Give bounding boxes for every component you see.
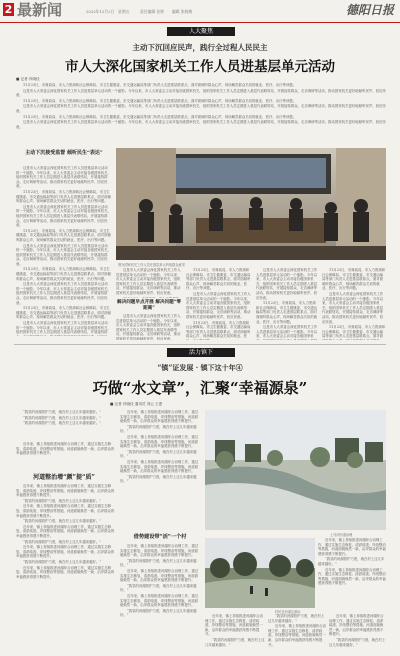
editor-credit: 责任编辑 张婷 (140, 9, 164, 14)
page-number-badge: 2 (4, 3, 13, 16)
section2-mid-col: 近年来，镇上持续推进河湖综合治理工作，通过实施生态修复、清淤疏浚、岸线整治等措施，河道面貌焕然一新，沿岸群众的幸福感获得感不断提升。 “我县的河湖管护力度，就在村上这几年越来越好。” 近年来，镇上持续推进河湖综合治理工作，通过实施生态修复、清淤疏浚、岸线整治等措施，河道面貌焕然一新，沿岸群众的幸福感获得感不断提升。 “我县的河湖管护力度，就在村上这几年越来越好。” 近年来，镇上持续推进河湖综合治理工作，通过实施生态修复、清淤疏浚、岸线整治等措施，河道面貌焕然一新，沿岸群众的幸福感获得感不断提升。 “我县的河湖管护力度，就在村上这几年越来越好。” (120, 410, 199, 484)
section2-left-col-b: 近年来，镇上持续推进河湖综合治理工作，通过实施生态修复、清淤疏浚、岸线整治等措施，河道面貌焕然一新，沿岸群众的幸福感获得感不断提升。 “我县的河湖管护力度，就在村上这几年越来越好。” 近年来，镇上持续推进河湖综合治理工作，通过实施生态修复、清淤疏浚、岸线整治等措施，河道面貌焕然一新，沿岸群众的幸福感获得感不断提升。 “我县的河湖管护力度，就在村上这几年越来越好。” 近年来，镇上持续推进河湖综合治理工作，通过实施生态修复、清淤疏浚、岸线整治等措施，河道面貌焕然一新，沿岸群众的幸福感获得感不断提升。 “我县的河湖管护力度，就在村上这几年越来越好。” 近年来，镇上持续推进河湖综合治理工作，通过实施生态修复、清淤疏浚、岸线整治等措施，河道面貌焕然一新，沿岸群众的幸福感获得感不断提升。 “我县的河湖管护力度，就在村上这几年越来越好。” 近年来，镇上持续推进河湖综合治理工作，通过实施生态修复、清淤疏浚、岸线整治等措施，河道面貌焕然一新，沿岸群众的幸福感获得感不断提升。 (16, 484, 115, 579)
paper-logo: 德阳日报 (345, 3, 394, 17)
section1-left-column: 这是市人大常委会深化国家机关工作人员进基层单元活动的一个缩影。今年以来，市人大常委会主动对接各级国家机关，组织国家机关工作人员定期进入基层代表联络站，开展接待群众、走访调研等活动，推动国家机关更好地倾听民声、回应民意。 11月23日，市财政局、市人力资源和社会保障局、市卫生健康委、市交通运输局等部门负责人走进基层联系点，面对面倾听群众心声，现场解答群众关切的就业、医疗、出行等问题。 这是市人大常委会深化国家机关工作人员进基层单元活动的一个缩影。今年以来，市人大常委会主动对接各级国家机关，组织国家机关工作人员定期进入基层代表联络站，开展接待群众、走访调研等活动，推动国家机关更好地倾听民声、回应民意。 11月23日，市财政局、市人力资源和社会保障局、市卫生健康委、市交通运输局等部门负责人走进基层联系点，面对面倾听群众心声，现场解答群众关切的就业、医疗、出行等问题。 这是市人大常委会深化国家机关工作人员进基层单元活动的一个缩影。今年以来，市人大常委会主动对接各级国家机关，组织国家机关工作人员定期进入基层代表联络站，开展接待群众、走访调研等活动，推动国家机关更好地倾听民声、回应民意。 11月23日，市财政局、市人力资源和社会保障局、市卫生健康委、市交通运输局等部门负责人走进基层联系点，面对面倾听群众心声，现场解答群众关切的就业、医疗、出行等问题。 这是市人大常委会深化国家机关工作人员进基层单元活动的一个缩影。今年以来，市人大常委会主动对接各级国家机关，组织国家机关工作人员定期进入基层代表联络站，开展接待群众、走访调研等活动，推动国家机关更好地倾听民声、回应民意。 11月23日，市财政局、市人力资源和社会保障局、市卫生健康委、市交通运输局等部门负责人走进基层联系点，面对面倾听群众心声，现场解答群众关切的就业、医疗、出行等问题。 这是市人大常委会深化国家机关工作人员进基层单元活动的一个缩影。今年以来，市人大常委会主动对接各级国家机关，组织国家机关工作人员定期进入基层代表联络站，开展接待群 (16, 166, 111, 335)
designer-credit: 编辑 张晓梅 (172, 9, 193, 14)
section1-col2-lower: 这是市人大常委会深化国家机关工作人员进基层单元活动的一个缩影。今年以来，市人大常委会主动对接各级国家机关，组织国家机关工作人员定期进入基层代表联络站，开展接待群众、走访调研等活动，推动国家机关更好地倾听民声、回应民意。 (116, 314, 181, 340)
section2-subhead-2: 借势建设带“活”一个村 (133, 534, 187, 540)
issue-date: 2022年12月2日 (86, 9, 115, 14)
section2-mid-col-lower: 近年来，镇上持续推进河湖综合治理工作，通过实施生态修复、清淤疏浚、岸线整治等措施，河道面貌焕然一新，沿岸群众的幸福感获得感不断提升。 “我县的河湖管护力度，就在村上这几年越来越好。” 近年来，镇上持续推进河湖综合治理工作，通过实施生态修复、清淤疏浚、岸线整治等措施，河道面貌焕然一新，沿岸群众的幸福感获得感不断提升。 “我县的河湖管护力度，就在村上这几年越来越好。” 近年来，镇上持续推进河湖综合治理工作，通过实施生态修复、清淤疏浚、岸线整治等措施，河道面貌焕然一新，沿岸群众的幸福感获得感不断提升。 “我县的河湖管护力度，就在村上这几年越来越好。” (120, 544, 199, 618)
section1-headline: 市人大深化国家机关工作人员进基层单元活动 (65, 59, 335, 75)
section2-byline: ■ 记者 肖晓佳 通讯员 刘云 王建 (110, 402, 163, 406)
section2-headline: 巧做“水文章”，汇聚“幸福源泉” (92, 379, 308, 397)
section1-byline: ■ 记者 肖晓佳 (16, 77, 40, 81)
section1-col4: 这是市人大常委会深化国家机关工作人员进基层单元活动的一个缩影。今年以来，市人大常委会主动对接各级国家机关，组织国家机关工作人员定期进入基层代表联络站，开展接待群众、走访调研等活动，推动国家机关更好地倾听民声、回应民意。 11月23日，市财政局、市人力资源和社会保障局、市卫生健康委、市交通运输局等部门负责人走进基层联系点，面对面倾听群众心声，现场解答群众关切的就业、医疗、出行等问题。 这是市人大常委会深化国家机关工作人员进基层单元活动的一个缩影。今年以来，市人大常委会主动对接各级国家机 (256, 268, 318, 339)
meeting-photo (116, 148, 386, 260)
section1-col2: 这是市人大常委会深化国家机关工作人员进基层单元活动的一个缩影。今年以来，市人大常委会主动对接各级国家机关，组织国家机关工作人员定期进入基层代表联络站，开展接待群众、走访调研等活动，推动国家机关更好地倾听民声、回应民意。 (116, 268, 181, 295)
section1-col3: 11月23日，市财政局、市人力资源和社会保障局、市卫生健康委、市交通运输局等部门负责人走进基层联系点，面对面倾听群众心声，现场解答群众关切的就业、医疗、出行等问题。 这是市人大常委会深化国家机关工作人员进基层单元活动的一个缩影。今年以来，市人大常委会主动对接各级国家机关，组织国家机关工作人员定期进入基层代表联络站，开展接待群众、走访调研等活动，推动国家机关更好地倾听民声、回应民意。 11月23日，市财政局、市人力资源和社会保障局、市卫生健康委、市交通运输局等部门负责人走进基层联系点，面对面倾听群众心声，现场解答群众关切的就业、医 (186, 268, 251, 339)
section2-bottom-col-a: 近年来，镇上持续推进河湖综合治理工作，通过实施生态修复、清淤疏浚、岸线整治等措施，河道面貌焕然一新，沿岸群众的幸福感获得感不断提升。 “我县的河湖管护力度，就在村上这几年越来越好。” (205, 614, 265, 647)
masthead (0, 0, 400, 23)
section1-lead: 11月23日，市财政局、市人力资源和社会保障局、市卫生健康委、市交通运输局等部门负责人走进基层联系点，面对面倾听群众心声，现场解答群众关切的就业、医疗、出行等问题。 这是市人大常委会深化国家机关工作人员进基层单元活动的一个缩影。今年以来，市人大常委会主动对接各级国家机关，组织国家机关工作人员定期进入基层代表联络站，开展接待群众、走访调研等活动，推动国家机关更好地倾听民声、回应民意。 11月23日，市财政局、市人力资源和社会保障局、市卫生健康委、市交通运输局等部门负责人走进基层联系点，面对面倾听群众心声，现场解答群众关切的就业、医疗、出行等问题。 这是市人大常委会深化国家机关工作人员进基层单元活动的一个缩影。今年以来，市人大常委会主动对接各级国家机关，组织国家机关工作人员定期进入基层代表联络站，开展接待群众、走访调研等活动，推动国家机关更好地倾听民声、回应民意。 11月23日，市财政局、市人力资源和社会保障局、市卫生健康委、市交通运输局等部门负责人走进基层联系点，面对面倾听群众心声，现场解答群众关切的就业、医疗、出行等问题。 这是市人大常委会深化国家机关工作人员进基层单元活动的一个缩影。今年以来，市人大常委会主动对接各级国家机关，组织国家机关工作人员定期进入基层代表联络站，开展接待群众、走访调研等活动，推动国家机关更好地倾听民声、回应民意。 (16, 83, 386, 129)
river-photo (205, 410, 386, 530)
section1-subhead-2: 解决问题早点开展 解决问题“零距离” (117, 300, 181, 311)
section2-right-col: 近年来，镇上持续推进河湖综合治理工作，通过实施生态修复、清淤疏浚、岸线整治等措施，河道面貌焕然一新，沿岸群众的幸福感获得感不断提升。 “我县的河湖管护力度，就在村上这几年越来越好。” 近年来，镇上持续推进河湖综合治理工作，通过实施生态修复、清淤疏浚、岸线整治等措施，河道面貌焕然一新，沿岸群众的幸福感获得感不断提升。 (318, 538, 386, 586)
section-divider (14, 344, 386, 345)
section2-bottom-col-c: 近年来，镇上持续推进河湖综合治理工作，通过实施生态修复、清淤疏浚、岸线整治等措施，河道面貌焕然一新，沿岸群众的幸福感获得感不断提升。 “我县的河湖管护力度，就在村上这几年越来越好。” (329, 614, 386, 647)
park-photo-caption: 村民在河道边游玩 (275, 610, 301, 614)
river-photo-caption: 上马河河道治理 (330, 533, 353, 537)
section1-subhead: 主动下沉接受监督 倾听民生“表达” (25, 150, 103, 156)
section1-col5: 11月23日，市财政局、市人力资源和社会保障局、市卫生健康委、市交通运输局等部门负责人走进基层联系点，面对面倾听群众心声，现场解答群众关切的就业、医疗、出行等问题。 这是市人大常委会深化国家机关工作人员进基层单元活动的一个缩影。今年以来，市人大常委会主动对接各级国家机关，组织国家机关工作人员定期进入基层代表联络站，开展接待群众、走访调研等活动，推动国家机关更好地倾听民声、回应民意。 11月23日，市财政局、市人力资源和社会保障局、市卫生健康委、市交通运输局等部门负责人走进基层联系点，面对面 (322, 268, 386, 339)
meeting-photo-caption: 图为国家机关工作人员在基层单元听取群众意见 (118, 263, 185, 267)
issue-weekday: 星期五 (118, 9, 130, 14)
section2-kicker: “镇”证发展 · 镇下这十年④ (157, 363, 243, 372)
section2-banner: 活力镇下 (167, 348, 235, 357)
section2-intro: “我县的河湖管护力度，就在村上这几年越来越好。” “我县的河湖管护力度，就在村上这几年越来越好。” “我县的河湖管护力度，就在村上这几年越来越好。” (23, 410, 102, 426)
park-photo (205, 538, 315, 608)
section2-bottom-col-b: “我县的河湖管护力度，就在村上这几年越来越好。” 近年来，镇上持续推进河湖综合治理工作，通过实施生态修复、清淤疏浚、岸线整治等措施，河道面貌焕然一新，沿岸群众的幸福感获得感不断提升。 (268, 614, 326, 647)
section2-subhead: 河道整治增“颜”提“质” (33, 474, 95, 481)
section-title: 最新闻 (17, 1, 63, 19)
section2-left-col-a: 近年来，镇上持续推进河湖综合治理工作，通过实施生态修复、清淤疏浚、岸线整治等措施，河道面貌焕然一新，沿岸群众的幸福感获得感不断提升。 (16, 442, 115, 456)
section1-kicker: 主动下沉回应民声，践行全过程人民民主 (132, 43, 268, 52)
section1-banner: 人大聚焦 (167, 27, 235, 36)
